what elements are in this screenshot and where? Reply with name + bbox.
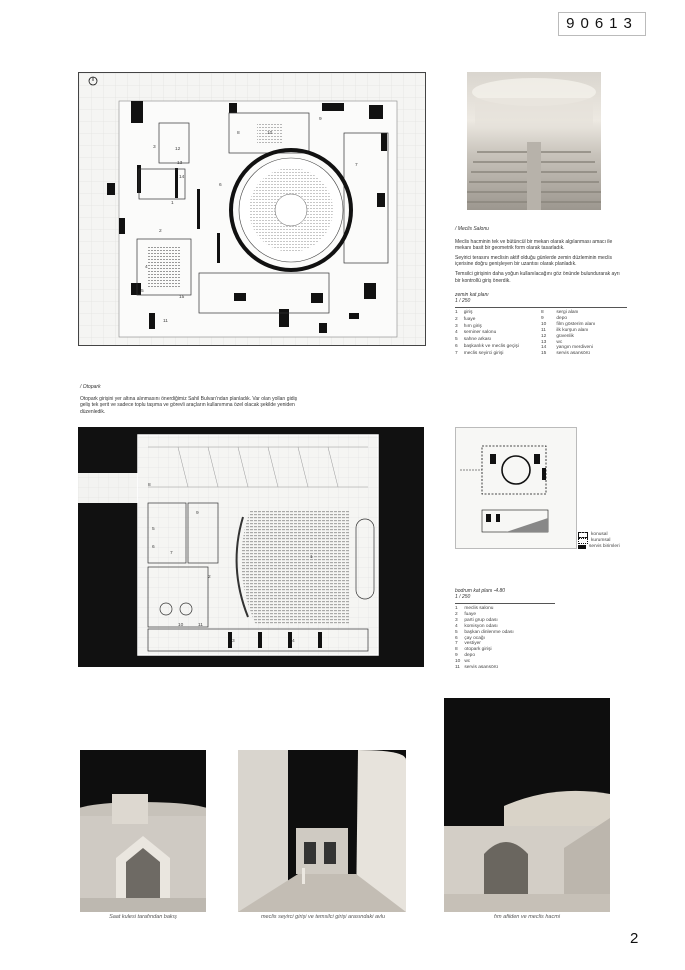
basement-drawing [78, 427, 424, 667]
ground-floor-legend [455, 292, 627, 357]
plan-label: 10 [178, 623, 184, 628]
legend-column-left: 1 giriş 2 fuaye 3 hım giriş 4 seminer salonu 5 sahne arkası 6 başkanlık ve meclis geçişi 7 meclis seyirci girişi [455, 310, 519, 356]
ground-floor-plan [78, 72, 426, 346]
plan-label: 10 [267, 131, 273, 136]
key-legend [578, 532, 620, 550]
plan-label: 5 [141, 289, 144, 294]
plan-label: 9 [319, 117, 322, 122]
render-caption: fım afiiden ve meclis hacmi [493, 914, 561, 920]
render-caption: meclis seyirci girişi ve temsilci girişi arasındaki avlu [260, 914, 386, 920]
plan-label: 6 [152, 545, 155, 550]
basement-legend [455, 588, 555, 671]
key-legend-item: servis birimleri [578, 544, 620, 550]
otopark-heading: / Otopark [80, 384, 101, 390]
render-courtyard-view [238, 750, 406, 912]
meclis-paragraph: Temsilci girişinin daha yoğun kullanılacağını göz önünde bulundurarak ayrı bir kontrollü giriş önerdik. [455, 270, 620, 284]
plan-label: 13 [177, 161, 183, 166]
ground-floor-drawing [79, 73, 425, 345]
plan-label: 7 [170, 551, 173, 556]
plan-label: 8 [148, 483, 151, 488]
plan-label: 2 [159, 229, 162, 234]
otopark-paragraph: Otopark girişini yer altına alınmasını önerdiğimiz Sahil Bulvarı'ndan planladık. Var olan yolları gidiş geliş tek şerit ve sadece toplu taşıma ve görevli araçların kullanımına özel olacak şekilde yeniden düzenledik. [80, 395, 298, 415]
page-number: 2 [630, 930, 639, 947]
key-legend-item: konusal [578, 532, 620, 538]
plan-label: 8 [237, 131, 240, 136]
meclis-text-block [455, 226, 625, 284]
plan-label: 4 [145, 265, 148, 270]
assembly-hall-render [467, 72, 601, 210]
plan-label: 3 [232, 639, 235, 644]
sheet-code: 90613 [558, 12, 646, 36]
plan-label: 2 [208, 575, 211, 580]
legend-title: zemin kat planı [455, 292, 489, 298]
legend-list: 1 meclis salonu 2 fuaye 3 parti grup odası 4 komisyon odası 5 başkan dinlenme odası 6 çay ocağı 7 vestiyer 8 otopark girişi 9 depo 10 wc 11 servis asansörü [455, 606, 514, 671]
plan-label: 5 [152, 527, 155, 532]
legend-scale: 1 / 250 [455, 594, 471, 600]
legend-column-right: 8 sergi alanı 9 depo 10 film gösterim alanı 11 ilk kurşun alanı 12 güvenlik 13 wc 14 yangın merdiveni 15 servis asansörü [541, 310, 596, 357]
plan-label: 1 [171, 201, 174, 206]
otopark-text-block [80, 384, 305, 415]
plan-label: 11 [198, 623, 203, 628]
meclis-paragraph: Meclis hacminin tek ve bütüncül bir mekan olarak algılanması amacı ile mekanı basit bir geometrik form olarak tasarladık. [455, 238, 613, 252]
legend-title: bodrum kat planı -4.80 [455, 588, 506, 594]
plan-label: 12 [175, 147, 181, 152]
key-legend-item: kurumsal [578, 538, 620, 544]
plan-label: 4 [292, 639, 295, 644]
meclis-paragraph: Seyirici terasını meclisin aktif olduğu günlerde zemin düzleminin meclis içerisine doğru genişleyen bir uzantısı olarak planladık. [455, 254, 613, 268]
legend-scale: 1 / 250 [455, 298, 471, 304]
plan-label: 1 [310, 555, 313, 560]
basement-plan [78, 427, 424, 667]
render-hall-volume-view [444, 698, 610, 912]
plan-label: 6 [219, 183, 222, 188]
plan-label: 7 [355, 163, 358, 168]
plan-label: 11 [163, 319, 168, 324]
plan-label: 15 [179, 295, 185, 300]
plan-label: 3 [153, 145, 156, 150]
meclis-heading: / Meclis Salonu [455, 226, 489, 232]
key-plan [455, 427, 577, 549]
plan-label: 14 [179, 175, 185, 180]
render-caption: Saat kulesi tarafından bakış [109, 914, 177, 920]
render-clock-tower-view [80, 750, 206, 912]
plan-label: 9 [196, 511, 199, 516]
